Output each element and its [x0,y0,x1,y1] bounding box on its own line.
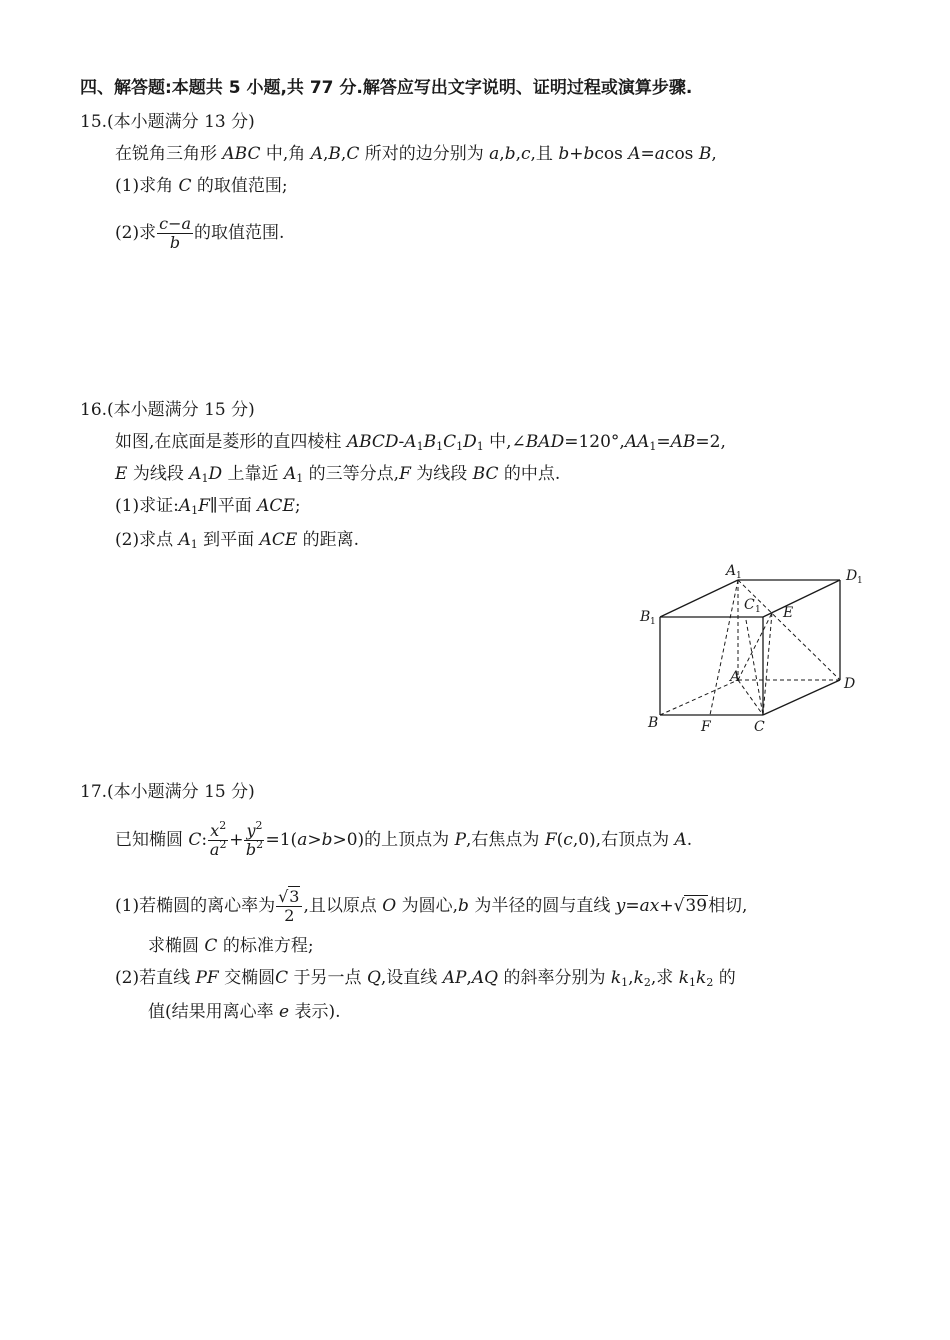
q15-number: 15. [80,112,108,132]
q17-text: 的斜率分别为 [498,968,611,988]
q16-text: 中,∠ [483,432,526,452]
q17-text: ,设直线 [380,968,443,988]
q15-stem-text: 在锐角三角形 [115,144,223,164]
label-B1: B [640,609,651,625]
label-sub: 1 [736,571,742,581]
q16-text: ∥平面 [209,496,258,516]
q16-part2: (2)求点 $A_1$ 到平面 ACE 的距离. [115,530,360,551]
q17-part2-line2: 值(结果用离心率 e 表示). [148,1002,341,1022]
q15-part2-text: 的取值范围. [194,223,285,243]
label-sub: 1 [857,576,863,586]
q16-line2: E 为线段 $A_1D$ 上靠近 $A_1$ 的三等分点,F 为线段 BC 的中点. [115,464,561,485]
q16-text: (1)求证: [115,496,179,516]
q16-text: 的距离. [297,530,360,550]
q17-text: ,求 [650,968,679,988]
label-F: F [701,719,711,735]
q17-line1: 已知椭圆 C: $\frac{x^2}{a^2}$ + $\frac{y^2}{b^2}$ =1(a>b>0)的上顶点为 P,右焦点为 F(c,0),右顶点为 A. [115,819,693,859]
q17-part1-line2: 求椭圆 C 的标准方程; [148,936,314,956]
q15-stem: 在锐角三角形 ABC 中,角 A,B,C 所对的边分别为 a,b,c,且 b+bcos A=acos B, [115,144,717,164]
fraction-sqrt3-over-2: $\frac{√3}{2}$ [276,888,302,925]
q17-part2: (2)若直线 PF 交椭圆C 于另一点 Q,设直线 AP,AQ 的斜率分别为 $k_1,k_2$,求 $k_1k_2$ 的 [115,968,736,989]
label-sub: 1 [755,605,761,615]
q16-score: (本小题满分 15 分) [107,400,255,420]
section-header: 四、解答题:本题共 5 小题,共 77 分.解答应写出文字说明、证明过程或演算步骤. [80,78,693,98]
label-D: D [844,676,856,692]
q16-text: (2)求点 [115,530,179,550]
q15-part2-text: (2)求 [115,223,157,243]
fraction-y2-over-b2: $\frac{y^2}{b^2}$ [245,819,264,859]
label-B: B [648,715,659,731]
q17-text: 为圆心, [396,896,459,916]
q17-text: 已知椭圆 [115,830,189,850]
fraction-c-minus-a-over-b: $\frac{c-a}{b}$ [159,214,192,252]
q17-text: 交椭圆 [218,968,276,988]
q15-part1: (1)求角 C 的取值范围; [115,176,288,196]
q17-text: (1)若椭圆的离心率为 [115,896,276,916]
q16-header [80,398,255,422]
q15-part1-text: (1)求角 [115,176,179,196]
label-C1: C [744,597,755,613]
q16-text: 的三等分点, [303,464,400,484]
q15-stem-text: ,且 [530,144,559,164]
q17-part1: (1)若椭圆的离心率为 $\frac{√3}{2}$ ,且以原点 O 为圆心,b 为半径的圆与直线 y=ax+√39相切, [115,887,748,925]
fraction-x2-over-a2: $\frac{x^2}{a^2}$ [209,819,227,859]
q17-text: 为半径的圆与直线 [468,896,616,916]
q17-text: (2)若直线 [115,968,196,988]
q15-stem-text: 所对的边分别为 [359,144,490,164]
q17-text: ,且以原点 [303,896,383,916]
q15-stem-text: 中,角 [260,144,311,164]
q17-text: ,右顶点为 [595,830,675,850]
q16-text: 为线段 [127,464,190,484]
q15-part1-text: 的取值范围; [191,176,288,196]
label-sub: 1 [650,617,656,627]
q17-score: (本小题满分 15 分) [107,782,255,802]
q17-text: 求椭圆 [148,936,205,956]
q17-text: 相切, [708,896,748,916]
q16-part1: (1)求证$:A_1F\parallel$平面 ACE; [115,496,301,517]
q16-text: =120°, [564,432,625,452]
label-A: A [730,669,741,685]
label-A1: A [726,563,737,579]
q17-text: 的标准方程; [217,936,314,956]
q17-header [80,780,255,804]
q15-score: (本小题满分 13 分) [107,112,255,132]
q16-line1: 如图,在底面是菱形的直四棱柱 ABCD-$A_1B_1C_1D_1$ 中$,\angle BAD=120^\circ,AA_1=AB=2$, [115,432,726,453]
q16-text: 上靠近 [222,464,284,484]
q17-text: 的上顶点为 [364,830,455,850]
q16-text: ; [294,496,301,516]
q16-number: 16. [80,400,108,420]
q16-text: 如图,在底面是菱形的直四棱柱 [115,432,347,452]
q17-text: ,右焦点为 [466,830,545,850]
label-C: C [754,719,765,735]
label-D1: D [846,568,858,584]
q15-header [80,110,255,134]
q17-text: 的 [713,968,736,988]
q17-text: 于另一点 [288,968,367,988]
q16-text: 到平面 [197,530,260,550]
q16-text: 为线段 [410,464,473,484]
q16-text: 的中点. [498,464,561,484]
q17-text: 值(结果用离心率 [148,1002,280,1022]
q15-part2 [115,215,284,252]
q17-number: 17. [80,782,108,802]
label-E: E [783,605,794,621]
prism-figure [630,555,870,740]
q17-text: 表示). [289,1002,341,1022]
